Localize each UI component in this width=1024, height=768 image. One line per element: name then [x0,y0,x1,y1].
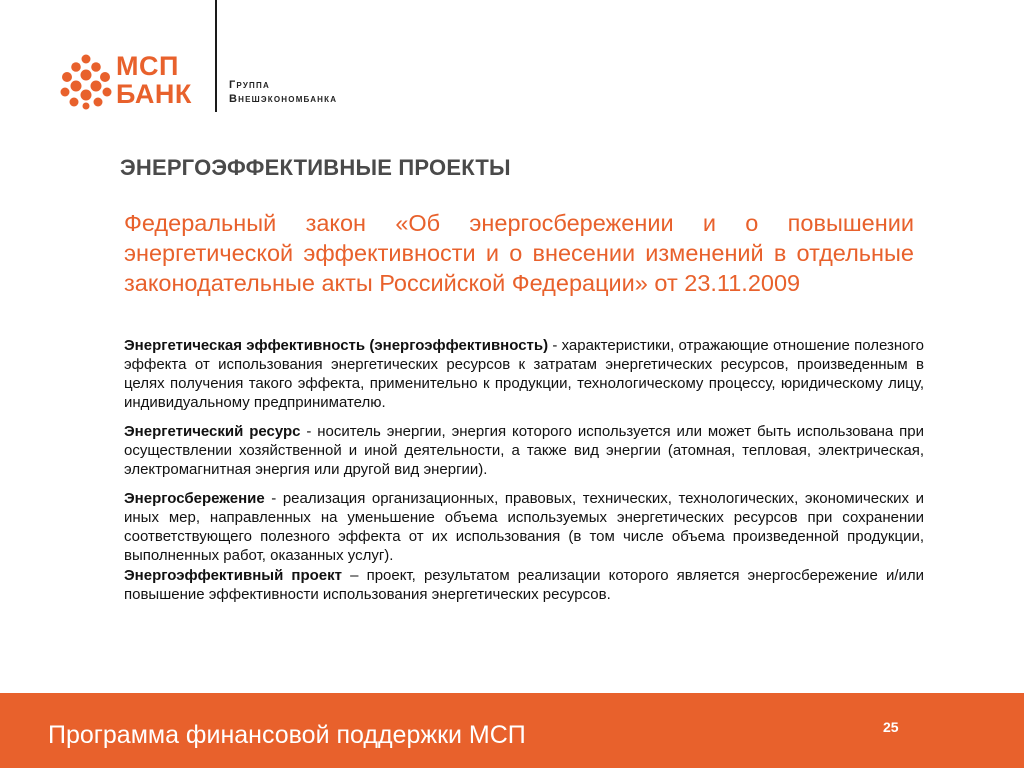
definition-item [124,336,924,412]
definition-item [124,489,924,565]
law-title: Федеральный закон «Об энергосбережении и о повышении энергетической эффективности и о внесении изменений в отдельные законодательные акты Российской Федерации» от 23.11.2009 [124,210,914,296]
footer-program-title: Программа финансовой поддержки МСП [48,721,526,749]
definition-text: - носитель энергии, энергия которого используется или может быть использована при осуществлении хозяйственной и иной деятельности, а также вид энергии (атомная, тепловая, электрическая, электромагнитная энергия или другой вид энергии). [124,423,924,478]
msp-bank-logo-icon [58,52,114,110]
definition-text: - характеристики, отражающие отношение полезного эффекта от использования энергетических ресурсов к затратам энергетических ресурсов, произведенным в целях получения такого эффекта, применительно к продукции, технологическому процессу, юридическому лицу, индивидуальному предпринимателю. [124,337,924,411]
group-line-2: Внешэкономбанка [229,93,338,105]
brand-line-msp: МСП [116,51,179,81]
page-number: 25 [883,719,899,735]
definition-text: - реализация организационных, правовых, технических, технологических, экономических и иных мер, направленных на уменьшение объема используемых энергетических ресурсов при сохранении соответствующего полезного эффекта от их использования (в том числе объема произведенной продукции, выполненных работ, оказанных услуг). [124,490,924,564]
brand-name [116,52,198,112]
definition-item [124,566,924,604]
definition-item [124,422,924,479]
definitions [124,336,924,614]
definition-term: Энергосбережение [124,490,265,507]
footer-bar [0,693,1024,768]
page-title: ЭНЕРГОЭФФЕКТИВНЫЕ ПРОЕКТЫ [120,155,511,180]
group-caption [229,78,337,106]
definition-term: Энергоэффективный проект [124,567,343,584]
definition-text: – проект, результатом реализации которого является энергосбережение и/или повышение эффективности использования энергетических ресурсов. [124,567,924,603]
definition-term: Энергетическая эффективность (энергоэффективность) [124,337,549,354]
group-line-1: Группа [229,79,270,91]
definition-term: Энергетический ресурс [124,423,301,440]
logo-divider [215,0,217,112]
brand-line-bank: БАНК [116,79,192,109]
